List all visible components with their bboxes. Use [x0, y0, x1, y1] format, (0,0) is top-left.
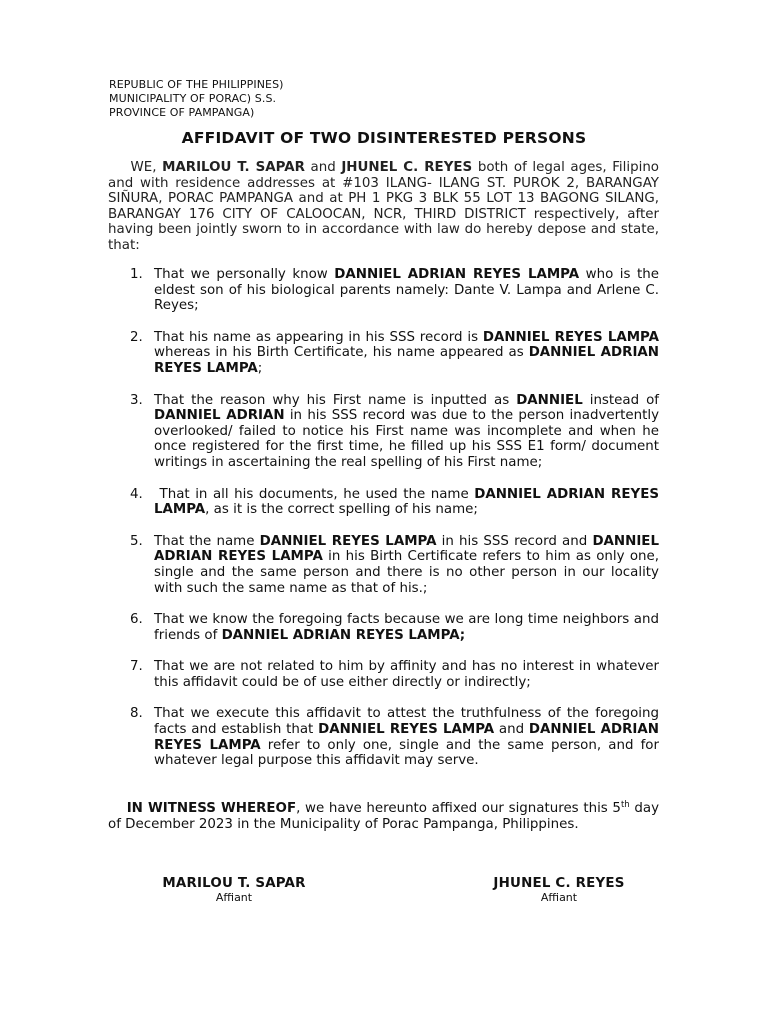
paragraph-text: refer to only one, single and the same person, and for whatever legal purpose this affidavit may serve.: [154, 737, 659, 769]
averment-item-8: [108, 706, 659, 768]
bold-name-text: DANNIEL ADRIAN REYES LAMPA: [154, 722, 659, 753]
paragraph-text: That we personally know: [154, 267, 335, 282]
item-number: 8.: [130, 706, 143, 722]
item-number: 3.: [130, 392, 143, 408]
paragraph-text: in his SSS record was due to the person inadvertently overlooked/ failed to notice his First name was incomplete and when he once registered for the first time, he filled up his SSS E1 form/ document writings in ascertaining the real spelling of his First name;: [154, 408, 660, 470]
paragraph-text: in his Birth Certificate refers to him as only one, single and the same person and there is no other person in our locality with such the same name as that of his.;: [154, 549, 660, 596]
item-number: 4.: [130, 486, 143, 502]
paragraph-text: WE,: [108, 160, 163, 175]
paragraph-text: in his SSS record and: [436, 533, 593, 549]
paragraph-text: day of December 2023 in the Municipality of Porac Pampanga, Philippines.: [108, 801, 660, 832]
paragraph-text: That his name as appearing in his SSS record is: [154, 329, 483, 345]
ordinal-suffix: th: [620, 800, 630, 810]
paragraph-text: both of legal ages, Filipino and with residence addresses at #103 ILANG- ILANG ST. PUROK 2, BARANGAY SIÑURA, PORAC PAMPANGA and at PH 1 PKG 3 BLK 55 LOT 13 BAGONG SILANG, BARANGAY 176 CITY OF CALOOCAN, NCR, THIRD DISTRICT respectively, after having been jointly sworn to in accordance with law do hereby depose and state, that:: [108, 160, 659, 253]
witness-paragraph: [108, 801, 659, 832]
item-number: 7.: [130, 659, 143, 675]
bold-name-text: DANNIEL: [516, 392, 583, 408]
bold-name-text: DANNIEL REYES LAMPA: [318, 722, 495, 738]
bold-name-text: DANNIEL ADRIAN REYES LAMPA: [154, 345, 659, 376]
paragraph-text: who is the eldest son of his biological parents namely: Dante V. Lampa and Arlene C. Reyes;: [154, 267, 659, 314]
paragraph-text: [108, 801, 127, 816]
paragraph-text: That the name: [154, 533, 260, 549]
item-number: 5.: [130, 533, 143, 549]
bold-name-text: DANNIEL REYES LAMPA: [482, 329, 659, 345]
paragraph-text: , as it is the correct spelling of his name;: [205, 502, 478, 518]
bold-name-text: DANNIEL ADRIAN REYES LAMPA: [154, 486, 659, 518]
averment-item-3: [108, 393, 659, 471]
venue-line-republic: REPUBLIC OF THE PHILIPPINES): [109, 78, 284, 91]
venue-caption: [109, 78, 429, 120]
document-title: AFFIDAVIT OF TWO DISINTERESTED PERSONS: [181, 129, 587, 147]
bold-name-text: DANNIEL REYES LAMPA: [259, 533, 437, 549]
paragraph-text: instead of: [582, 392, 659, 408]
bold-name-text: MARILOU T. SAPAR: [162, 160, 305, 175]
affiant-label: Affiant: [215, 891, 253, 904]
averment-item-4: [108, 487, 659, 518]
bold-name-text: DANNIEL ADRIAN: [154, 408, 285, 424]
affiant-label: Affiant: [540, 891, 578, 904]
affiant-name: MARILOU T. SAPAR: [162, 876, 306, 891]
bold-name-text: JHUNEL C. REYES: [341, 160, 473, 175]
paragraph-text: That the reason why his First name is inputted as: [154, 392, 517, 408]
bold-name-text: DANNIEL ADRIAN REYES LAMPA: [334, 267, 580, 282]
paragraph-text: That we know the foregoing facts because we are long time neighbors and friends of: [154, 612, 659, 643]
averment-item-1: [108, 267, 659, 314]
averment-item-5: [108, 534, 659, 596]
paragraph-text: ;: [257, 360, 263, 376]
signature-block-reyes: [449, 876, 669, 904]
intro-paragraph: [108, 160, 659, 254]
paragraph-text: That we execute this affidavit to attest the truthfulness of the foregoing facts and establish that: [154, 706, 659, 738]
averments-list: [108, 267, 659, 769]
averment-item-7: [108, 659, 659, 690]
averment-item-6: [108, 612, 659, 643]
bold-name-text: DANNIEL ADRIAN REYES LAMPA: [154, 533, 659, 565]
item-number: 1.: [130, 267, 143, 282]
item-number: 2.: [130, 329, 143, 345]
paragraph-text: whereas in his Birth Certificate, his name appeared as: [154, 345, 529, 361]
paragraph-text: and: [494, 722, 529, 738]
paragraph-text: and: [304, 160, 342, 175]
item-number: 6.: [130, 612, 143, 628]
paragraph-text: , we have hereunto affixed our signatures this 5: [296, 801, 621, 816]
venue-line-province: PROVINCE OF PAMPANGA): [109, 106, 255, 119]
bold-name-text: DANNIEL ADRIAN REYES LAMPA;: [221, 627, 466, 643]
bold-name-text: IN WITNESS WHEREOF: [126, 801, 297, 816]
paragraph-text: That in all his documents, he used the name: [154, 486, 475, 502]
signature-block-sapar: [124, 876, 344, 904]
paragraph-text: That we are not related to him by affinity and has no interest in whatever this affidavit could be of use either directly or indirectly;: [154, 659, 659, 690]
affiant-name: JHUNEL C. REYES: [493, 876, 625, 891]
averment-item-2: [108, 330, 659, 377]
venue-line-municipality: MUNICIPALITY OF PORAC) S.S.: [109, 92, 277, 105]
